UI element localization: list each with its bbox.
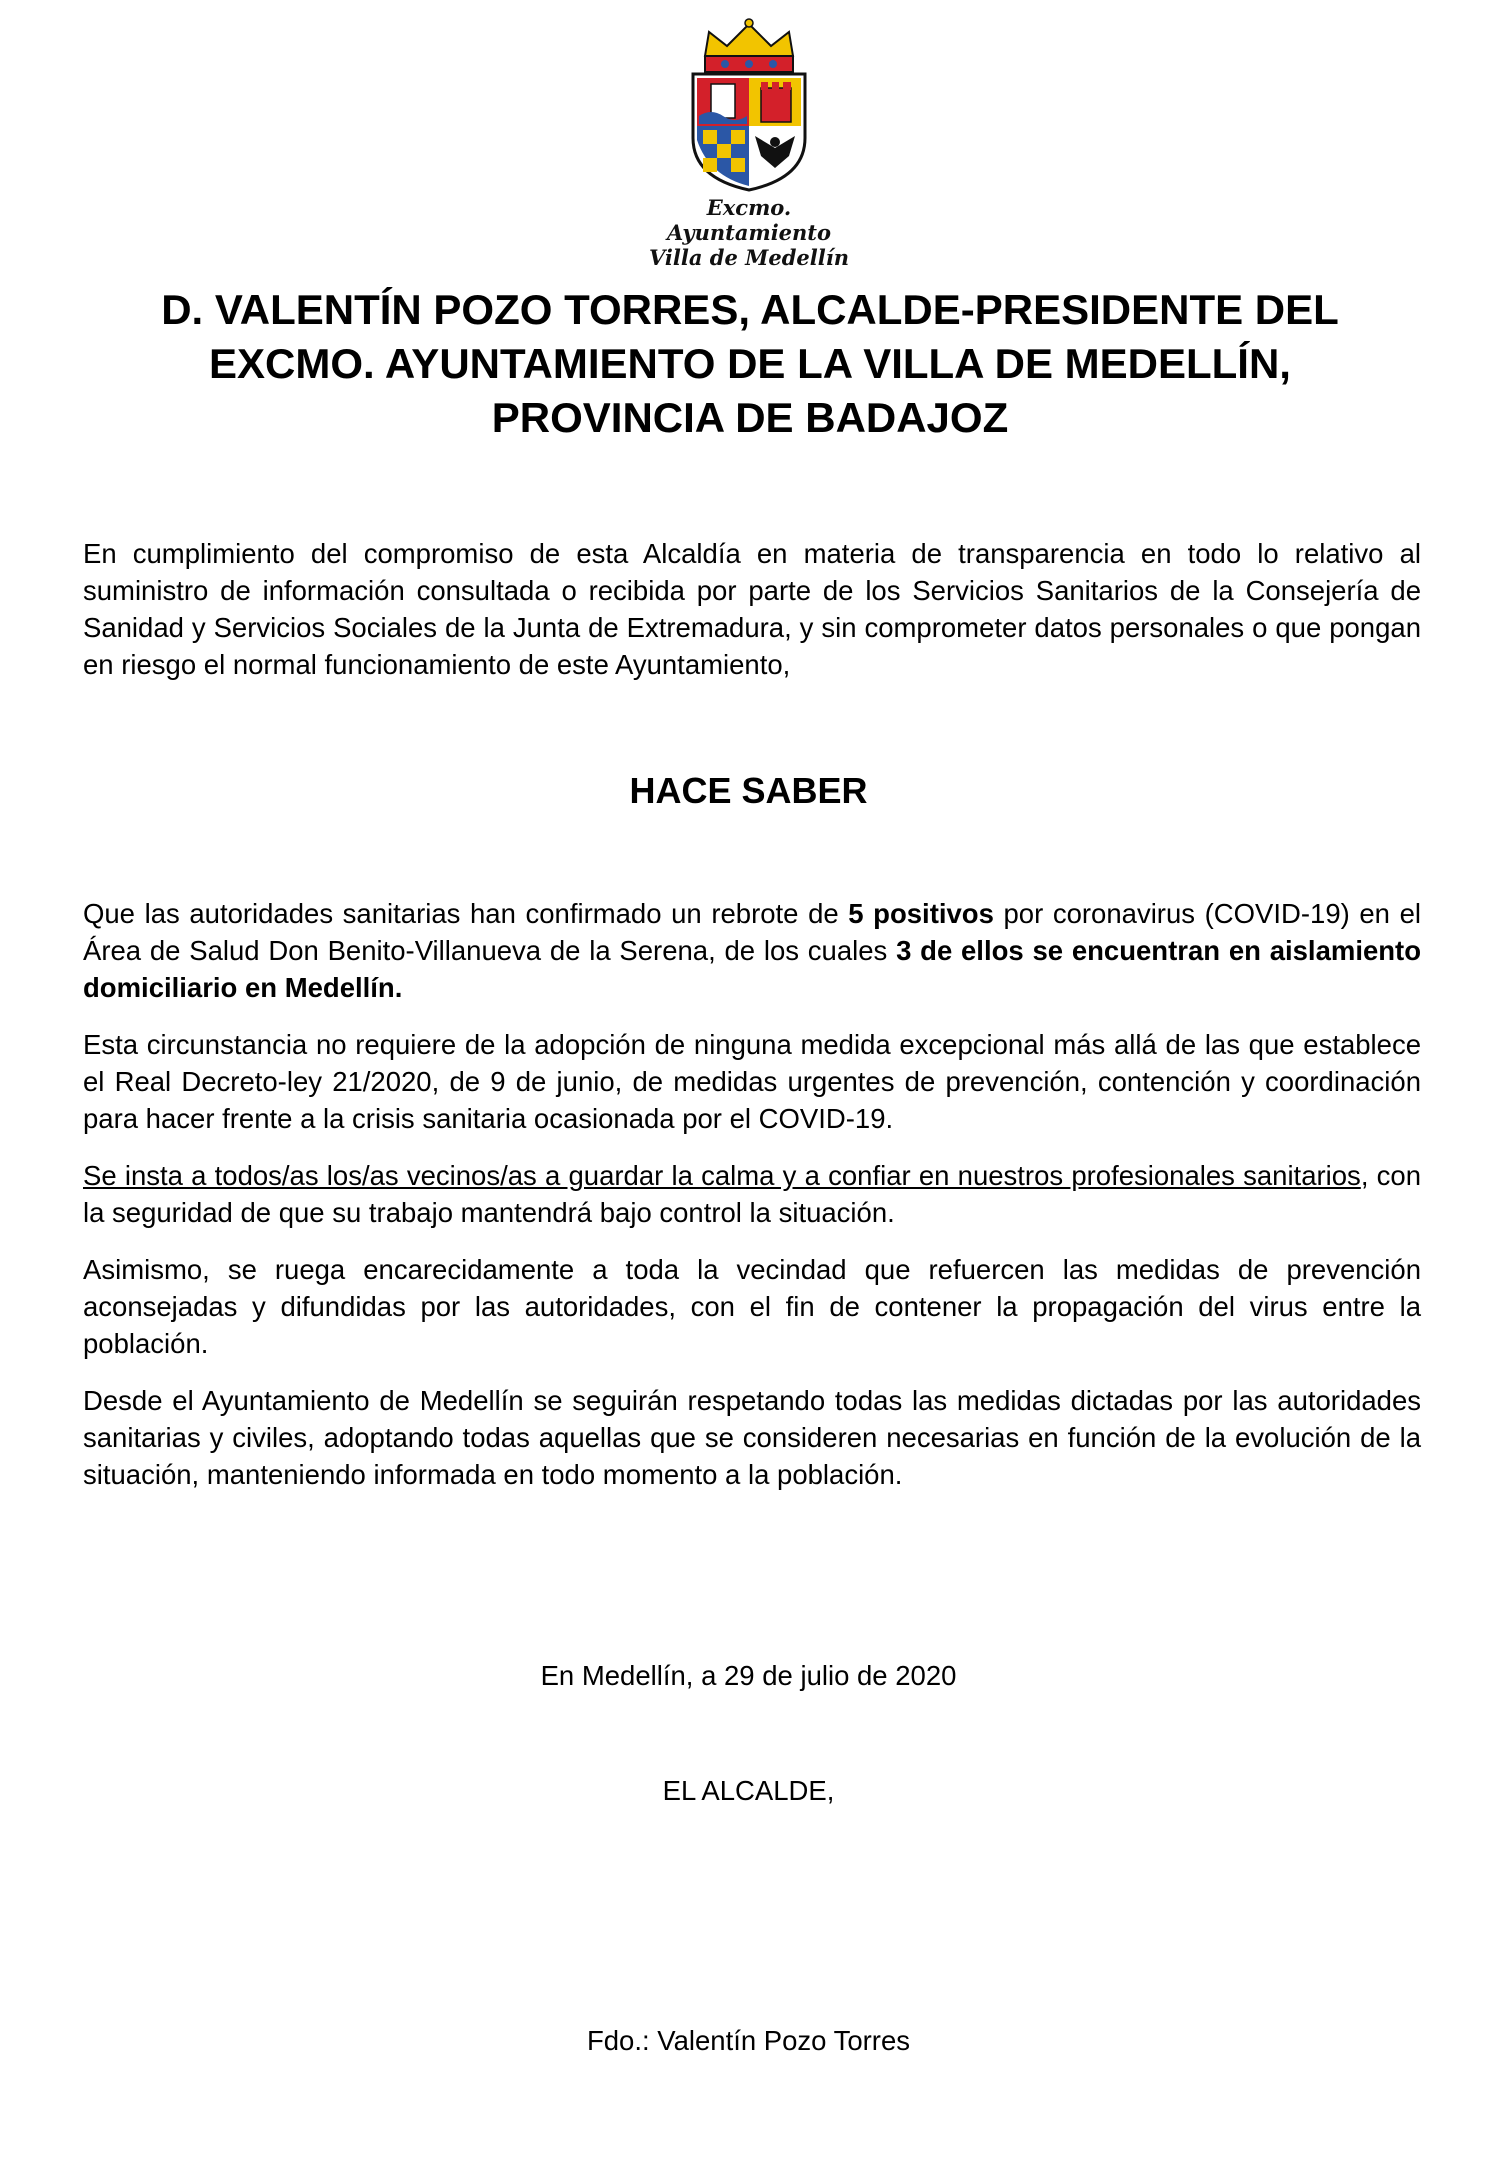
section-heading: HACE SABER [629, 770, 868, 811]
p1-text-c: por coronavirus (COVID-19) en el Área de Salud Don Benito-Villanueva de la Serena, de los cuales [83, 898, 1421, 966]
paragraph-prevention: Asimismo, se ruega encarecidamente a toda la vecindad que refuercen las medidas de prevención aconsejadas y difundidas por las autoridades, con el fin de contener la propagación del virus entre la población. [83, 1254, 1421, 1359]
paragraph-calm [83, 1157, 1421, 1231]
title-line-2: EXCMO. AYUNTAMIENTO DE LA VILLA DE MEDELLÍN, [209, 340, 1291, 387]
document-date: En Medellín, a 29 de julio de 2020 [540, 1660, 957, 1691]
announcement-body [83, 895, 1421, 1513]
coat-of-arms-icon [669, 18, 829, 193]
paragraph-council: Desde el Ayuntamiento de Medellín se seguirán respetando todas las medidas dictadas por las autoridades sanitarias y civiles, adoptando todas aquellas que se consideren necesarias en función de la evolución de la situación, manteniendo informada en todo momento a la población. [83, 1385, 1421, 1490]
title-line-3: PROVINCIA DE BADAJOZ [491, 394, 1009, 441]
p1-text-a: Que las autoridades sanitarias han confirmado un rebrote de [83, 898, 849, 929]
signature-line: Fdo.: Valentín Pozo Torres [586, 2025, 911, 2056]
p1-bold-positives: 5 positivos [848, 898, 994, 929]
title-line-1: D. VALENTÍN POZO TORRES, ALCALDE-PRESIDENTE DEL [161, 286, 1339, 333]
paragraph-positives [83, 895, 1421, 1006]
intro-text: En cumplimiento del compromiso de esta Alcaldía en materia de transparencia en todo lo relativo al suministro de información consultada o recibida por parte de los Servicios Sanitarios de la Consejería de Sanidad y Servicios Sociales de la Junta de Extremadura, y sin comprometer datos personales o que pongan en riesgo el normal funcionamiento de este Ayuntamiento, [83, 538, 1421, 680]
signatory-role: EL ALCALDE, [662, 1775, 835, 1806]
intro-paragraph [83, 535, 1421, 683]
paragraph-decree: Esta circunstancia no requiere de la adopción de ninguna medida excepcional más allá de las que establece el Real Decreto-ley 21/2020, de 9 de junio, de medidas urgentes de prevención, contención y coordinación para hacer frente a la crisis sanitaria ocasionada por el COVID-19. [83, 1029, 1421, 1134]
document-title [90, 283, 1410, 445]
crest-caption-line1: Excmo. Ayuntamiento [666, 195, 832, 245]
p3-underlined-text: Se insta a todos/as los/as vecinos/as a guardar la calma y a confiar en nuestros profesionales sanitarios [83, 1160, 1361, 1191]
crest-caption-line2: Villa de Medellín [649, 245, 849, 270]
p1-bold-isolation: 3 de ellos se encuentran en aislamiento domiciliario en Medellín. [83, 935, 1422, 1003]
municipal-crest [640, 18, 858, 270]
p3-text-rest: , con la seguridad de que su trabajo mantendrá bajo control la situación. [83, 1160, 1421, 1228]
